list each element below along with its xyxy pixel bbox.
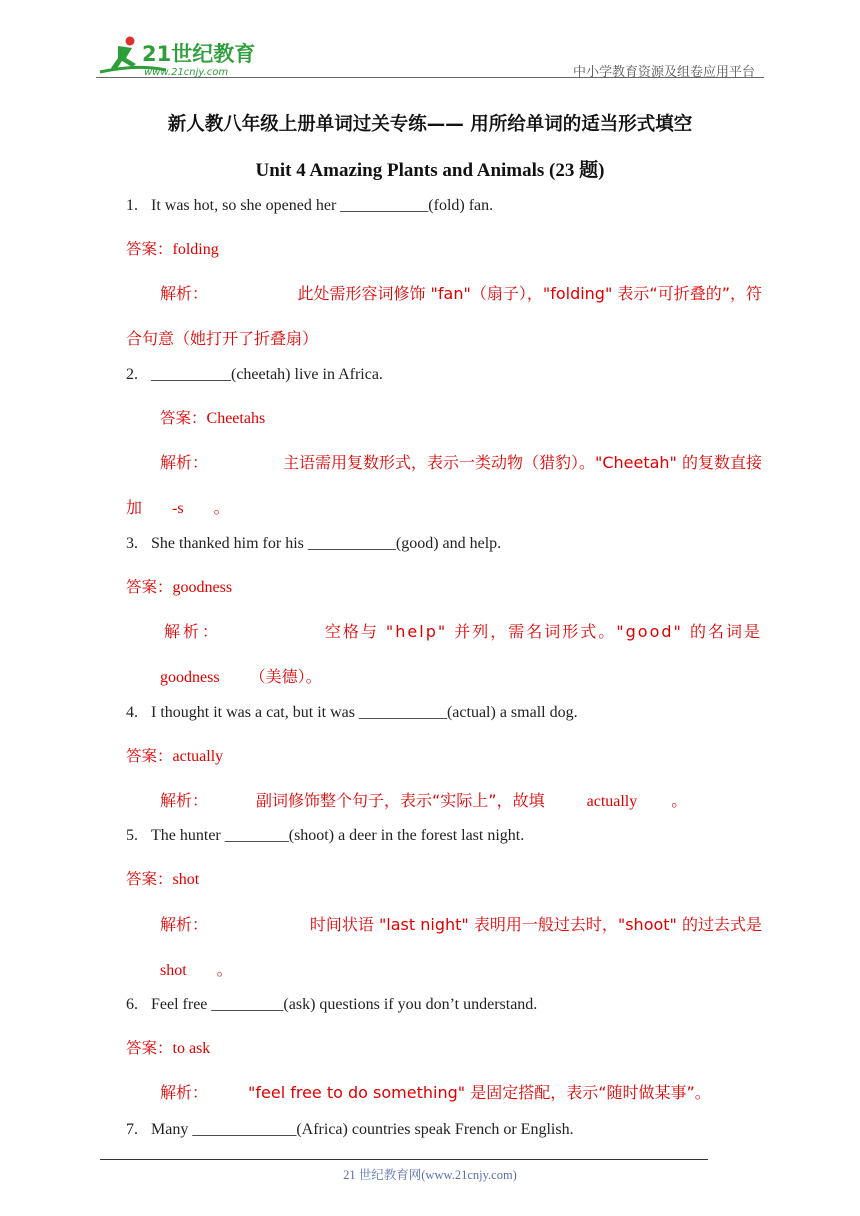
analysis-3: 解析： 空格与 "help" 并列，需名词形式。"good" 的名词是 bbox=[164, 622, 762, 641]
question-7: 7. Many _____________(Africa) countries speak French or English. bbox=[126, 1121, 574, 1138]
header-divider bbox=[96, 77, 764, 78]
question-5: 5. The hunter ________(shoot) a deer in the forest last night. bbox=[126, 827, 525, 844]
analysis-2: 解析： 主语需用复数形式，表示一类动物（猎豹）。"Cheetah" 的复数直接 bbox=[160, 453, 762, 472]
header-tagline: 中小学教育资源及组卷应用平台 bbox=[572, 65, 755, 80]
question-4: 4. I thought it was a cat, but it was ___________(actual) a small dog. bbox=[126, 704, 578, 721]
question-2: 2. __________(cheetah) live in Africa. bbox=[126, 366, 383, 383]
answer-4: 答案：actually bbox=[126, 747, 224, 765]
answer-5: 答案：shot bbox=[126, 870, 200, 888]
answer-2: 答案：Cheetahs bbox=[160, 409, 266, 427]
analysis-5-cont: shot 。 bbox=[160, 960, 233, 979]
answer-6: 答案：to ask bbox=[126, 1039, 211, 1057]
page-title: 新人教八年级上册单词过关专练—— 用所给单词的适当形式填空 bbox=[167, 114, 693, 135]
footer-divider bbox=[100, 1159, 708, 1160]
runner-logo-icon bbox=[96, 34, 266, 78]
svg-text:21世纪教育: 21世纪教育 bbox=[142, 42, 256, 66]
analysis-2-cont: 加 -s 。 bbox=[126, 498, 230, 517]
question-1: 1. It was hot, so she opened her ___________(fold) fan. bbox=[126, 197, 494, 214]
analysis-5: 解析： 时间状语 "last night" 表明用一般过去时，"shoot" 的过去式是 bbox=[160, 915, 762, 934]
analysis-4: 解析： 副词修饰整个句子，表示“实际上”，故填 actually 。 bbox=[160, 791, 688, 810]
question-6: 6. Feel free _________(ask) questions if you don’t understand. bbox=[126, 996, 538, 1013]
footer-link[interactable]: 21 世纪教育网(www.21cnjy.com) bbox=[343, 1168, 517, 1182]
page-subtitle: Unit 4 Amazing Plants and Animals (23 题) bbox=[255, 160, 605, 181]
answer-3: 答案：goodness bbox=[126, 578, 233, 596]
analysis-3-cont: goodness （美德）。 bbox=[160, 667, 322, 686]
analysis-1: 解析： 此处需形容词修饰 "fan"（扇子），"folding" 表示“可折叠的”，符 bbox=[160, 284, 762, 303]
question-3: 3. She thanked him for his ___________(good) and help. bbox=[126, 535, 502, 552]
site-logo bbox=[96, 34, 266, 78]
svg-text:www.21cnjy.com: www.21cnjy.com bbox=[144, 67, 229, 78]
analysis-6: 解析： "feel free to do something" 是固定搭配，表示“随时做某事”。 bbox=[160, 1083, 711, 1102]
answer-1: 答案：folding bbox=[126, 240, 219, 258]
analysis-1-cont: 合句意（她打开了折叠扇） bbox=[126, 329, 319, 348]
